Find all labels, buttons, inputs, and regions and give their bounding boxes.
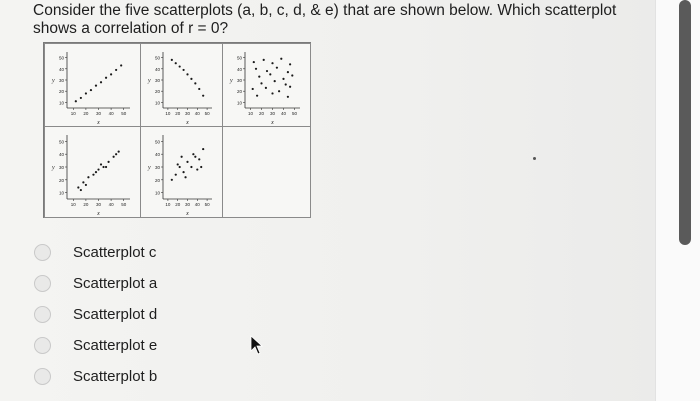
y-tick-label: 20 xyxy=(58,177,64,183)
plot-cell-e xyxy=(140,126,223,218)
x-tick-label: 50 xyxy=(204,202,210,207)
scatterplots-figure xyxy=(43,42,311,218)
y-tick-label: 30 xyxy=(58,78,64,83)
data-point xyxy=(102,166,104,168)
y-tick-label: 10 xyxy=(154,190,160,196)
data-point xyxy=(274,80,276,82)
x-tick-label: 30 xyxy=(184,111,191,116)
y-tick-label: 10 xyxy=(58,100,64,106)
y-tick-label: 50 xyxy=(58,55,64,61)
data-point xyxy=(198,88,200,90)
data-point xyxy=(196,168,198,170)
x-tick-label: 20 xyxy=(83,202,89,207)
data-point xyxy=(171,179,173,181)
question-text xyxy=(33,2,643,38)
data-point xyxy=(100,81,102,83)
option-label[interactable]: Scatterplot b xyxy=(73,368,158,385)
data-point xyxy=(110,73,112,75)
data-point xyxy=(179,166,181,168)
y-tick-label: 50 xyxy=(236,55,242,61)
data-point xyxy=(90,89,92,91)
data-point xyxy=(263,59,265,61)
y-tick-label: 50 xyxy=(154,139,160,145)
x-tick-label: 20 xyxy=(258,111,265,116)
data-point xyxy=(179,65,181,67)
data-point xyxy=(120,64,122,66)
data-point xyxy=(256,95,258,97)
option-label[interactable]: Scatterplot a xyxy=(73,275,158,292)
data-point xyxy=(175,62,177,64)
data-point xyxy=(198,158,200,160)
data-point xyxy=(87,176,89,178)
right-margin xyxy=(655,0,700,401)
y-axis-label: y xyxy=(230,78,233,84)
option-row[interactable] xyxy=(34,237,157,268)
y-tick-label: 50 xyxy=(154,55,160,61)
plot-cell-a xyxy=(44,43,141,127)
x-tick-label: 40 xyxy=(194,111,200,116)
data-point xyxy=(82,181,84,183)
data-point xyxy=(253,61,255,63)
x-tick-label: 40 xyxy=(108,202,114,207)
x-tick-label: 10 xyxy=(70,202,76,207)
plot-cell-c xyxy=(222,43,311,127)
plot-cell-empty xyxy=(222,126,311,218)
data-point xyxy=(105,166,107,168)
x-tick-label: 20 xyxy=(175,202,181,207)
data-point xyxy=(200,166,202,168)
data-point xyxy=(75,100,77,102)
data-point xyxy=(92,174,94,176)
x-tick-label: 50 xyxy=(121,202,127,207)
option-row[interactable] xyxy=(34,361,157,392)
data-point xyxy=(113,156,115,158)
radio-button[interactable] xyxy=(34,306,51,323)
data-point xyxy=(107,161,109,163)
data-point xyxy=(202,148,204,150)
data-point xyxy=(266,70,268,72)
data-point xyxy=(194,156,196,158)
radio-button[interactable] xyxy=(34,368,51,385)
data-point xyxy=(95,171,97,173)
x-axis-label: x xyxy=(97,120,100,126)
y-tick-label: 20 xyxy=(236,89,242,95)
y-axis-label: y xyxy=(148,78,151,84)
data-point xyxy=(278,90,280,92)
y-tick-label: 20 xyxy=(154,89,160,95)
data-point xyxy=(252,88,254,90)
data-point xyxy=(100,163,102,165)
x-tick-label: 50 xyxy=(121,111,127,116)
data-point xyxy=(289,63,291,65)
data-point xyxy=(85,184,87,186)
x-tick-label: 30 xyxy=(95,111,102,116)
data-point xyxy=(115,69,117,71)
option-row[interactable] xyxy=(34,268,157,299)
data-point xyxy=(77,186,79,188)
y-tick-label: 10 xyxy=(58,190,64,196)
data-point xyxy=(171,59,173,61)
data-point xyxy=(105,77,107,79)
x-tick-label: 10 xyxy=(165,202,171,207)
y-axis-label: y xyxy=(52,165,55,171)
y-tick-label: 20 xyxy=(154,177,160,183)
y-tick-label: 30 xyxy=(58,165,64,170)
data-point xyxy=(118,151,120,153)
data-point xyxy=(181,156,183,158)
data-point xyxy=(202,95,204,97)
data-point xyxy=(269,73,271,75)
option-row[interactable] xyxy=(34,299,157,330)
radio-button[interactable] xyxy=(34,244,51,261)
data-point xyxy=(260,82,262,84)
data-point xyxy=(265,87,267,89)
scatterplot-a xyxy=(45,44,140,126)
plot-cell-d xyxy=(44,126,141,218)
y-tick-label: 50 xyxy=(58,139,64,145)
option-label[interactable]: Scatterplot d xyxy=(73,306,158,323)
scatterplot-d xyxy=(45,127,140,217)
radio-button[interactable] xyxy=(34,337,51,354)
data-point xyxy=(291,74,293,76)
y-tick-label: 40 xyxy=(154,66,160,72)
scrollbar[interactable] xyxy=(679,0,691,245)
x-tick-label: 40 xyxy=(194,202,200,207)
x-tick-label: 40 xyxy=(108,111,114,116)
option-label[interactable]: Scatterplot e xyxy=(73,337,158,354)
data-point xyxy=(282,78,284,80)
plot-cell-b xyxy=(140,43,223,127)
data-point xyxy=(80,189,82,191)
y-tick-label: 10 xyxy=(154,100,160,106)
data-point xyxy=(97,168,99,170)
x-tick-label: 10 xyxy=(165,111,171,116)
radio-button[interactable] xyxy=(34,275,51,292)
y-tick-label: 40 xyxy=(236,66,242,72)
x-tick-label: 30 xyxy=(269,111,276,116)
y-tick-label: 30 xyxy=(154,165,160,170)
y-tick-label: 20 xyxy=(58,89,64,95)
data-point xyxy=(95,85,97,87)
scatterplot-b xyxy=(141,44,222,126)
x-tick-label: 10 xyxy=(70,111,76,116)
data-point xyxy=(271,62,273,64)
data-point xyxy=(182,69,184,71)
x-tick-label: 40 xyxy=(280,111,287,116)
data-point xyxy=(190,166,192,168)
x-tick-label: 20 xyxy=(83,111,89,116)
data-point xyxy=(271,92,273,94)
data-point xyxy=(276,67,278,69)
x-tick-label: 10 xyxy=(247,111,254,116)
data-point xyxy=(80,97,82,99)
stray-dot xyxy=(533,157,536,160)
y-tick-label: 10 xyxy=(236,100,242,106)
y-tick-label: 30 xyxy=(154,78,160,83)
x-tick-label: 50 xyxy=(291,111,298,116)
data-point xyxy=(289,86,291,88)
data-point xyxy=(285,83,287,85)
data-point xyxy=(258,76,260,78)
question-line-1: Consider the five scatterplots (a, b, c, d, & e) that are shown below. Which scatterplot xyxy=(33,2,617,19)
x-tick-label: 20 xyxy=(175,111,181,116)
y-tick-label: 40 xyxy=(154,152,160,158)
data-point xyxy=(287,71,289,73)
data-point xyxy=(194,82,196,84)
answer-options xyxy=(34,237,157,392)
x-axis-label: x xyxy=(271,120,274,126)
data-point xyxy=(190,78,192,80)
y-tick-label: 40 xyxy=(58,66,64,72)
y-tick-label: 40 xyxy=(58,152,64,158)
data-point xyxy=(85,92,87,94)
x-axis-label: x xyxy=(97,211,100,217)
data-point xyxy=(186,73,188,75)
data-point xyxy=(115,153,117,155)
data-point xyxy=(255,68,257,70)
x-tick-label: 30 xyxy=(95,202,102,207)
data-point xyxy=(177,163,179,165)
x-tick-label: 50 xyxy=(204,111,210,116)
data-point xyxy=(182,171,184,173)
option-row[interactable] xyxy=(34,330,157,361)
x-tick-label: 30 xyxy=(184,202,191,207)
scatterplot-c xyxy=(223,44,310,126)
data-point xyxy=(186,161,188,163)
x-axis-label: x xyxy=(186,120,189,126)
option-label[interactable]: Scatterplot c xyxy=(73,244,157,261)
mouse-pointer-icon xyxy=(250,335,264,355)
x-axis-label: x xyxy=(186,211,189,217)
y-axis-label: y xyxy=(148,165,151,171)
data-point xyxy=(184,176,186,178)
data-point xyxy=(175,174,177,176)
question-line-2: shows a correlation of r = 0? xyxy=(33,20,229,37)
data-point xyxy=(287,96,289,98)
y-axis-label: y xyxy=(52,78,55,84)
y-tick-label: 30 xyxy=(236,78,242,83)
data-point xyxy=(280,58,282,60)
scatterplot-e xyxy=(141,127,222,217)
data-point xyxy=(192,153,194,155)
